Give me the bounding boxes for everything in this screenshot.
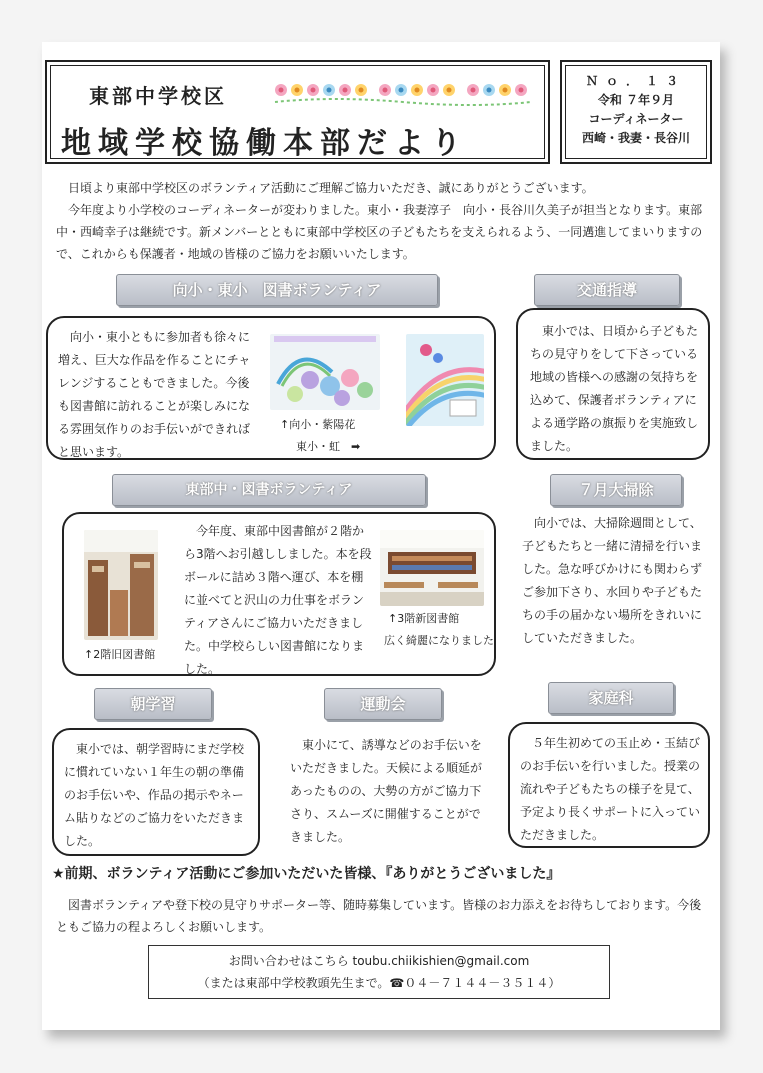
- section-heading-cleaning: ７月大掃除: [550, 474, 682, 506]
- intro-text: [56, 177, 706, 265]
- coordinator-label: コーディネーター: [588, 112, 684, 126]
- morning-box: [52, 728, 260, 856]
- coordinator-names: 西崎・我妻・長谷川: [581, 131, 690, 145]
- home-ec-text: ５年生初めての玉止め・玉結びのお手伝いを行いました。授業の流れや子どもたちの様子を見て、予定より長くサポートに入っていただきました。: [520, 736, 701, 842]
- section-heading-library-elem: 向小・東小 図書ボランティア: [116, 274, 438, 306]
- section-heading-morning: 朝学習: [94, 688, 212, 720]
- newsletter-page: [42, 42, 720, 1030]
- intro-paragraph: 今年度より小学校のコーディネーターが変わりました。東小・我妻淳子 向小・長谷川久美子が担当となります。東部中・西崎幸子は継続です。新メンバーとともに東部中学校区の子どもたちを支えられるよう、一同邁進してまいりますので、これからも保護者・地域の皆様のご協力をお願いいたします。: [56, 203, 703, 261]
- caption-old-library: ↑2階旧図書館: [84, 648, 156, 661]
- section-heading-traffic: 交通指導: [534, 274, 680, 306]
- header-subtitle: 東部中学校区: [89, 84, 227, 108]
- home-ec-box: [508, 722, 710, 848]
- issue-box: [560, 60, 712, 164]
- issue-number: Ｎｏ．１３: [585, 74, 686, 88]
- morning-text: 東小では、朝学習時にまだ学校に慣れていない１年生の朝の準備のお手伝いや、作品の掲示やネーム貼りなどのご協力をいただきました。: [64, 742, 245, 848]
- caption-rainbow: 東小・虹 ➡: [296, 440, 361, 453]
- caption-hydrangea: ↑向小・紫陽花: [280, 418, 356, 431]
- section-heading-sports: 運動会: [324, 688, 442, 720]
- library-elem-box: [46, 316, 496, 460]
- traffic-text: 東小では、日頃から子どもたちの見守りをして下さっている地域の皆様への感謝の気持ちを込めて、保護者ボランティアによる通学路の旗振りを実施致しました。: [530, 324, 699, 453]
- traffic-box: [516, 308, 710, 460]
- thanks-message: ★前期、ボランティア活動にご参加いただいた皆様、『ありがとうございました』: [52, 866, 561, 882]
- issue-date: 令和 ７年９月: [597, 93, 675, 107]
- recruit-text: 図書ボランティアや登下校の見守りサポーター等、随時募集しています。皆様のお力添えをお待ちしております。今後ともご協力の程よろしくお願いします。: [56, 898, 702, 934]
- sports-text: 東小にて、誘導などのお手伝いをいただきました。天候による順延があったものの、大勢の方がご協力下さり、スムーズに開催することができました。: [290, 738, 483, 844]
- cleaning-text: 向小では、大掃除週間として、子どもたちと一緒に清掃を行いました。急な呼びかけにも関わらずご参加下さり、水回りや子どもたちの手の届かない場所をきれいにしていただきました。: [522, 516, 703, 645]
- library-jhs-box: [62, 512, 496, 676]
- hydrangea-artwork-photo: [270, 334, 380, 410]
- caption-new-library-2: 広く綺麗になりました: [384, 634, 494, 647]
- header-title: 地域学校協働本部だより: [61, 126, 468, 161]
- library-elem-text: 向小・東小ともに参加者も徐々に増え、巨大な作品を作ることにチャレンジすることもできました。今後も図書館に訪れることが楽しみになる雰囲気作りのお手伝いができればと思います。: [58, 330, 251, 459]
- contact-email-line: お問い合わせはこちら toubu.chiikishien@gmail.com: [228, 954, 530, 968]
- header-box: [45, 60, 550, 164]
- flower-decoration-icon: [273, 82, 533, 106]
- rainbow-artwork-photo: [406, 334, 484, 426]
- section-heading-home-ec: 家庭科: [548, 682, 674, 714]
- contact-box: [148, 945, 610, 999]
- section-heading-library-jhs: 東部中・図書ボランティア: [112, 474, 426, 506]
- contact-phone-line: （または東部中学校教頭先生まで。☎０４－７１４４－３５１４）: [197, 976, 561, 990]
- new-library-photo: [380, 530, 484, 606]
- caption-new-library-1: ↑3階新図書館: [388, 612, 460, 625]
- library-jhs-text: 今年度、東部中図書館が２階から3階へお引越ししました。本を段ボールに詰め３階へ運び、本を棚に並べてと沢山の力仕事をボランティアさんにご協力いただきました。中学校らしい図書館になりました。: [184, 524, 372, 676]
- old-library-photo: [84, 530, 158, 640]
- intro-paragraph: 日頃より東部中学校区のボランティア活動にご理解ご協力いただき、誠にありがとうございます。: [68, 181, 594, 195]
